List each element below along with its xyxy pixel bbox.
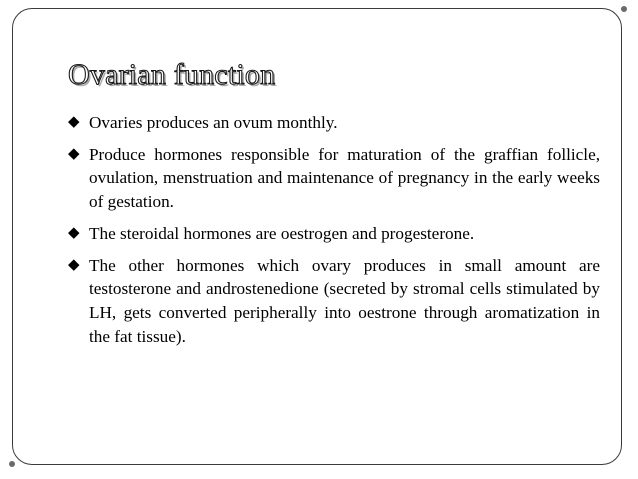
bullet-item-steroidal-hormones xyxy=(68,222,600,246)
bullet-list xyxy=(68,111,600,356)
corner-dot-bottom-left xyxy=(9,461,15,467)
corner-dot-top-right xyxy=(621,6,627,12)
bullet-text: The steroidal hormones are oestrogen and progesterone. xyxy=(89,223,475,243)
bullet-item-other-hormones xyxy=(68,254,600,349)
bullet-item-ovum xyxy=(68,111,600,135)
bullet-text: Produce hormones responsible for maturation of the graffian follicle, ovulation, menstruation and maintenance of pregnancy in the early weeks of gestation. xyxy=(89,144,600,212)
slide-title: Ovarian function xyxy=(68,58,276,91)
bullet-marker-icon: ◆ xyxy=(68,145,80,162)
bullet-item-hormones xyxy=(68,143,600,214)
bullet-marker-icon: ◆ xyxy=(68,114,80,130)
bullet-marker-icon: ◆ xyxy=(68,224,80,241)
bullet-marker-icon: ◆ xyxy=(68,256,80,273)
bullet-text: Ovaries produces an ovum monthly. xyxy=(89,113,338,132)
bullet-text: The other hormones which ovary produces in small amount are testosterone and androstenedione (secreted by stromal cells stimulated by LH, gets converted peripherally into oestrone through aromatization in the fat tissue). xyxy=(89,255,600,346)
